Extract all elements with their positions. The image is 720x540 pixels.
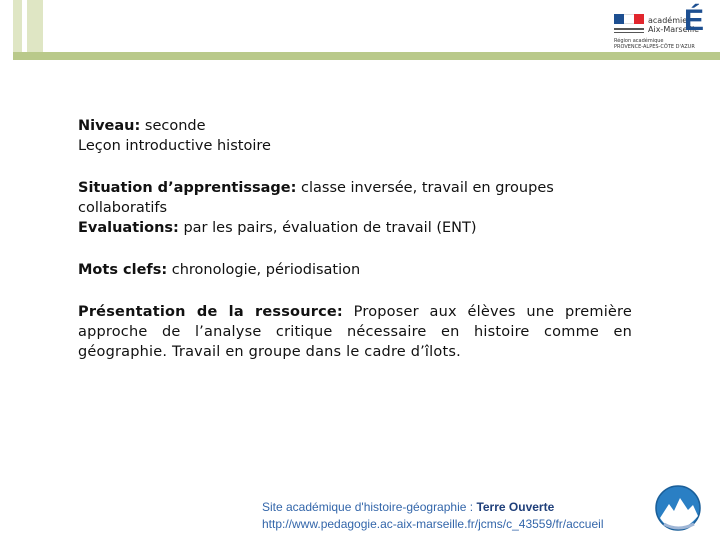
resource-description xyxy=(78,116,632,362)
decorative-vertical-bar xyxy=(13,0,43,58)
site-prefix: Site académique d'histoire-géographie : xyxy=(262,500,477,514)
presentation-label: Présentation de la ressource: xyxy=(78,304,343,320)
situation-line xyxy=(78,178,632,218)
globe-logo-icon xyxy=(652,484,708,534)
site-name: Terre Ouverte xyxy=(476,500,555,514)
region-label: Région académique PROVENCE-ALPES-CÔTE D'AZUR xyxy=(614,38,695,50)
lecon-line: Leçon introductive histoire xyxy=(78,138,271,154)
government-text-icon xyxy=(614,28,644,35)
site-credit xyxy=(262,499,603,516)
niveau-label: Niveau: xyxy=(78,118,141,134)
presentation-line xyxy=(78,302,632,362)
niveau-value: seconde xyxy=(140,118,206,134)
evaluations-label: Evaluations: xyxy=(78,220,179,236)
decorative-vertical-stripe xyxy=(22,0,27,58)
presentation-value: Proposer aux élèves une première approche de l’analyse critique nécessaire en histoire comme en géographie. Travail en groupe dans le cadre d’îlots. xyxy=(78,304,633,360)
site-url-link[interactable]: http://www.pedagogie.ac-aix-marseille.fr/jcms/c_43559/fr/accueil xyxy=(262,517,604,531)
academy-letter-logo: É xyxy=(684,4,705,37)
academy-logo xyxy=(612,6,716,54)
mots-clefs-value: chronologie, périodisation xyxy=(167,262,361,278)
footer xyxy=(262,499,603,533)
niveau-line xyxy=(78,116,632,136)
french-flag-icon xyxy=(614,14,644,24)
mots-clefs-label: Mots clefs: xyxy=(78,262,168,278)
mots-clefs-line xyxy=(78,260,632,280)
evaluations-line xyxy=(78,218,632,238)
situation-value: classe inversée, travail en groupes collaboratifs xyxy=(78,180,554,216)
situation-label: Situation d’apprentissage: xyxy=(78,180,297,196)
academy-name: académie Aix-Marseille xyxy=(648,16,700,34)
evaluations-value: par les pairs, évaluation de travail (ENT) xyxy=(178,220,477,236)
